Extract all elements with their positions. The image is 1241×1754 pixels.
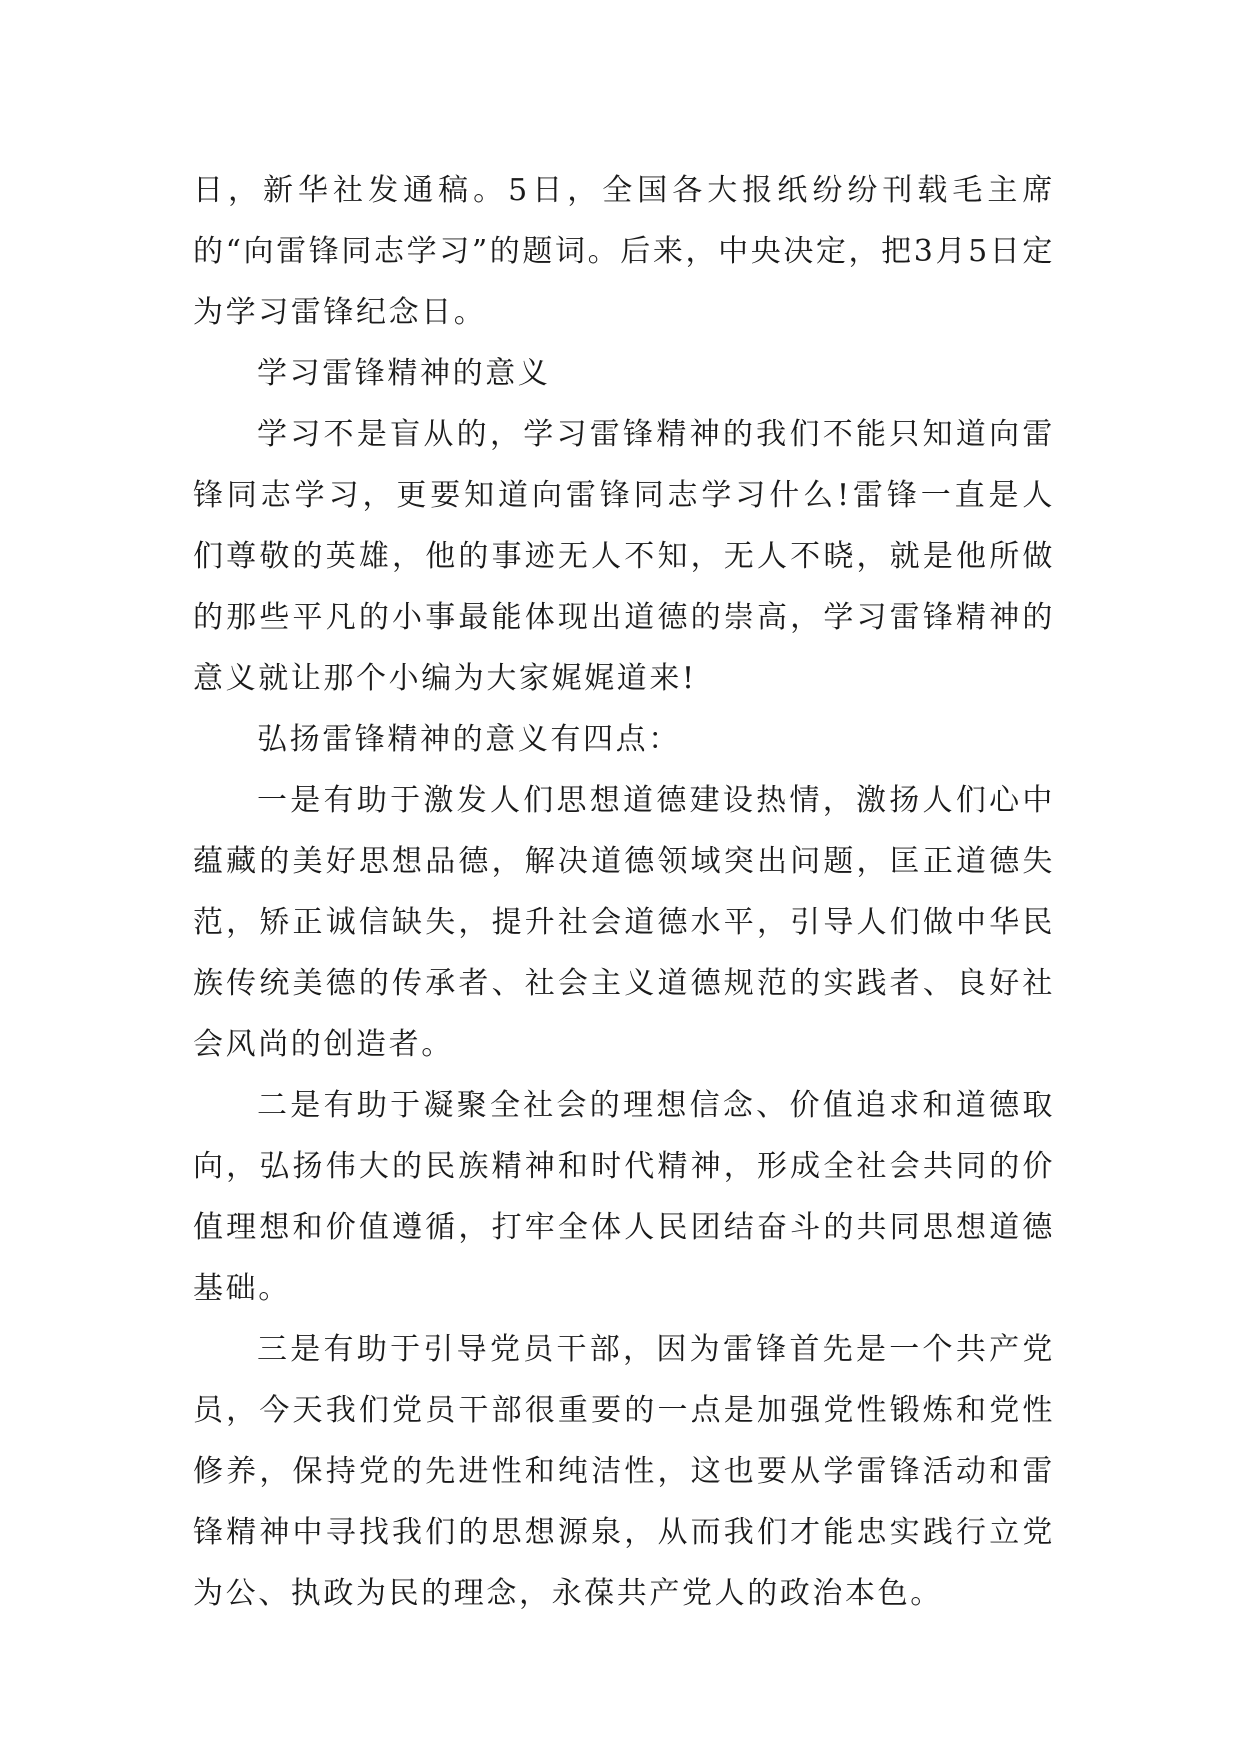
paragraph-point-two: 二是有助于凝聚全社会的理想信念、价值追求和道德取向，弘扬伟大的民族精神和时代精神，形成全社会共同的价值理想和价值遵循，打牢全体人民团结奋斗的共同思想道德基础。 (193, 1088, 1055, 1306)
document-body (193, 160, 1055, 1624)
paragraph-four-points-lead: 弘扬雷锋精神的意义有四点： (257, 722, 681, 757)
section-heading: 学习雷锋精神的意义 (257, 356, 551, 391)
paragraph-intro-continuation: 日，新华社发通稿。5日，全国各大报纸纷纷刊载毛主席的“向雷锋同志学习”的题词。后来，中央决定，把3月5日定为学习雷锋纪念日。 (193, 173, 1055, 330)
paragraph-point-one: 一是有助于激发人们思想道德建设热情，激扬人们心中蕴藏的美好思想品德，解决道德领域突出问题，匡正道德失范，矫正诚信缺失，提升社会道德水平，引导人们做中华民族传统美德的传承者、社会主义道德规范的实践者、良好社会风尚的创造者。 (193, 783, 1055, 1062)
paragraph-point-three: 三是有助于引导党员干部，因为雷锋首先是一个共产党员，今天我们党员干部很重要的一点是加强党性锻炼和党性修养，保持党的先进性和纯洁性，这也要从学雷锋活动和雷锋精神中寻找我们的思想源泉，从而我们才能忠实践行立党为公、执政为民的理念，永葆共产党人的政治本色。 (193, 1332, 1055, 1611)
paragraph-meaning-intro: 学习不是盲从的，学习雷锋精神的我们不能只知道向雷锋同志学习，更要知道向雷锋同志学习什么!雷锋一直是人们尊敬的英雄，他的事迹无人不知，无人不晓，就是他所做的那些平凡的小事最能体现出道德的崇高，学习雷锋精神的意义就让那个小编为大家娓娓道来! (193, 417, 1055, 696)
